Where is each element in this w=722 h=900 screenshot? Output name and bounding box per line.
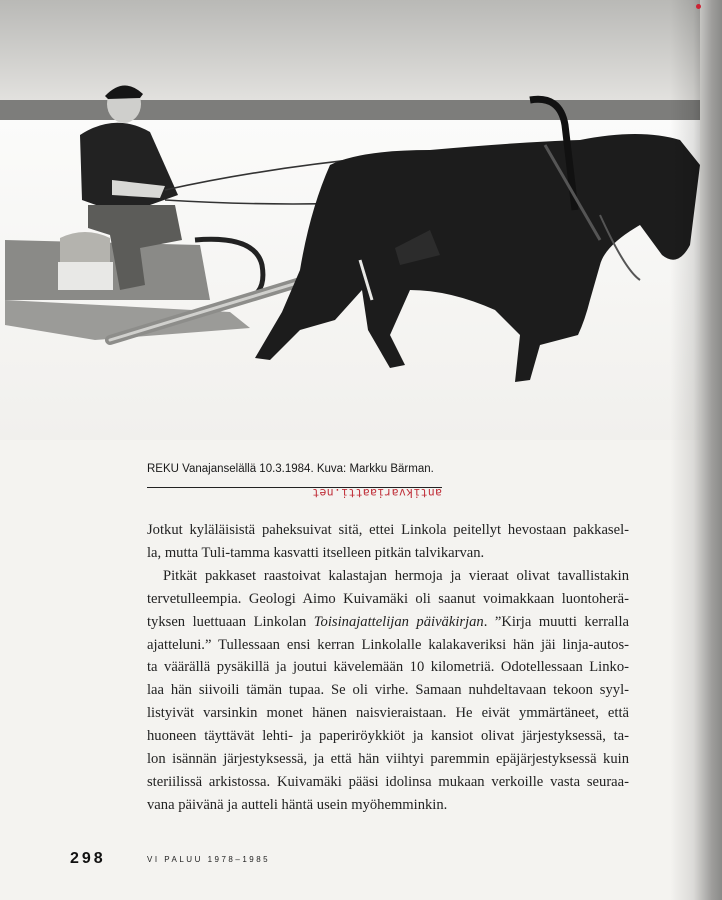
text-line: huoneen täyttävät lehti- ja paperiröykkiöt ja kansiot olivat järjestyksessä, ta- [147, 728, 629, 745]
text-line-with-title [147, 611, 629, 634]
text-line: Pitkät pakkaset raastoivat kalastajan hermoja ja vieraat olivat tavallistakin [163, 567, 629, 584]
photo-caption: REKU Vanajanselällä 10.3.1984. Kuva: Markku Bärman. [147, 463, 434, 475]
text-line: ta väärällä pysäkillä ja joutui kävelemään 10 kilometriä. Odotellessaan Linko- [147, 659, 629, 676]
text-line: vana päivänä ja autteli häntä usein myöhemminkin. [147, 796, 448, 813]
corner-dot [696, 4, 701, 9]
text-line: listyivät varsinkin monet hänen naisvieraistaan. He eivät ymmärtäneet, että [147, 705, 629, 722]
horse-sled-photo-icon [0, 0, 700, 440]
text-line: tervetulleempia. Geologi Aimo Kuivamäki oli saanut voimakkaan luontoherä- [147, 590, 629, 607]
body-text [147, 519, 629, 817]
text-fragment: . ”Kirja muutti kerralla [483, 613, 629, 630]
text-line: la, mutta Tuli-tamma kasvatti itselleen pitkän talvikarvan. [147, 544, 485, 561]
paragraph-1 [147, 519, 629, 565]
text-line: steriilissä arkistossa. Kuivamäki pääsi idolinsa mukaan verkoille vasta seuraa- [147, 773, 629, 790]
text-fragment: tyksen luettuaan Linkolan [147, 613, 314, 630]
running-head: VI PALUU 1978–1985 [147, 855, 271, 864]
photograph [0, 0, 700, 440]
book-title: Toisinajattelijan päiväkirjan [313, 613, 484, 630]
antikvariaatti-stamp: antikvariaatti.net [311, 486, 442, 500]
text-line: Jotkut kyläläisistä paheksuivat sitä, ettei Linkola peitellyt hevostaan pakkasel- [147, 522, 629, 538]
page-number: 298 [70, 850, 106, 867]
text-line: lon isännän järjestyksessä, ja että hän viihtyi paremmin epäjärjestyksessä kuin [147, 751, 629, 768]
text-line: laa hän siivoili tämän tupaa. Se oli virhe. Samaan nuhdeltavaan tekoon syyl- [147, 682, 629, 699]
page-gutter-shadow [670, 0, 722, 900]
text-line: ajatteluni.” Tullessaan ensi kerran Linkolalle kalakaveriksi hän jäi linja-autos- [147, 636, 629, 653]
paragraph-2 [147, 565, 629, 817]
